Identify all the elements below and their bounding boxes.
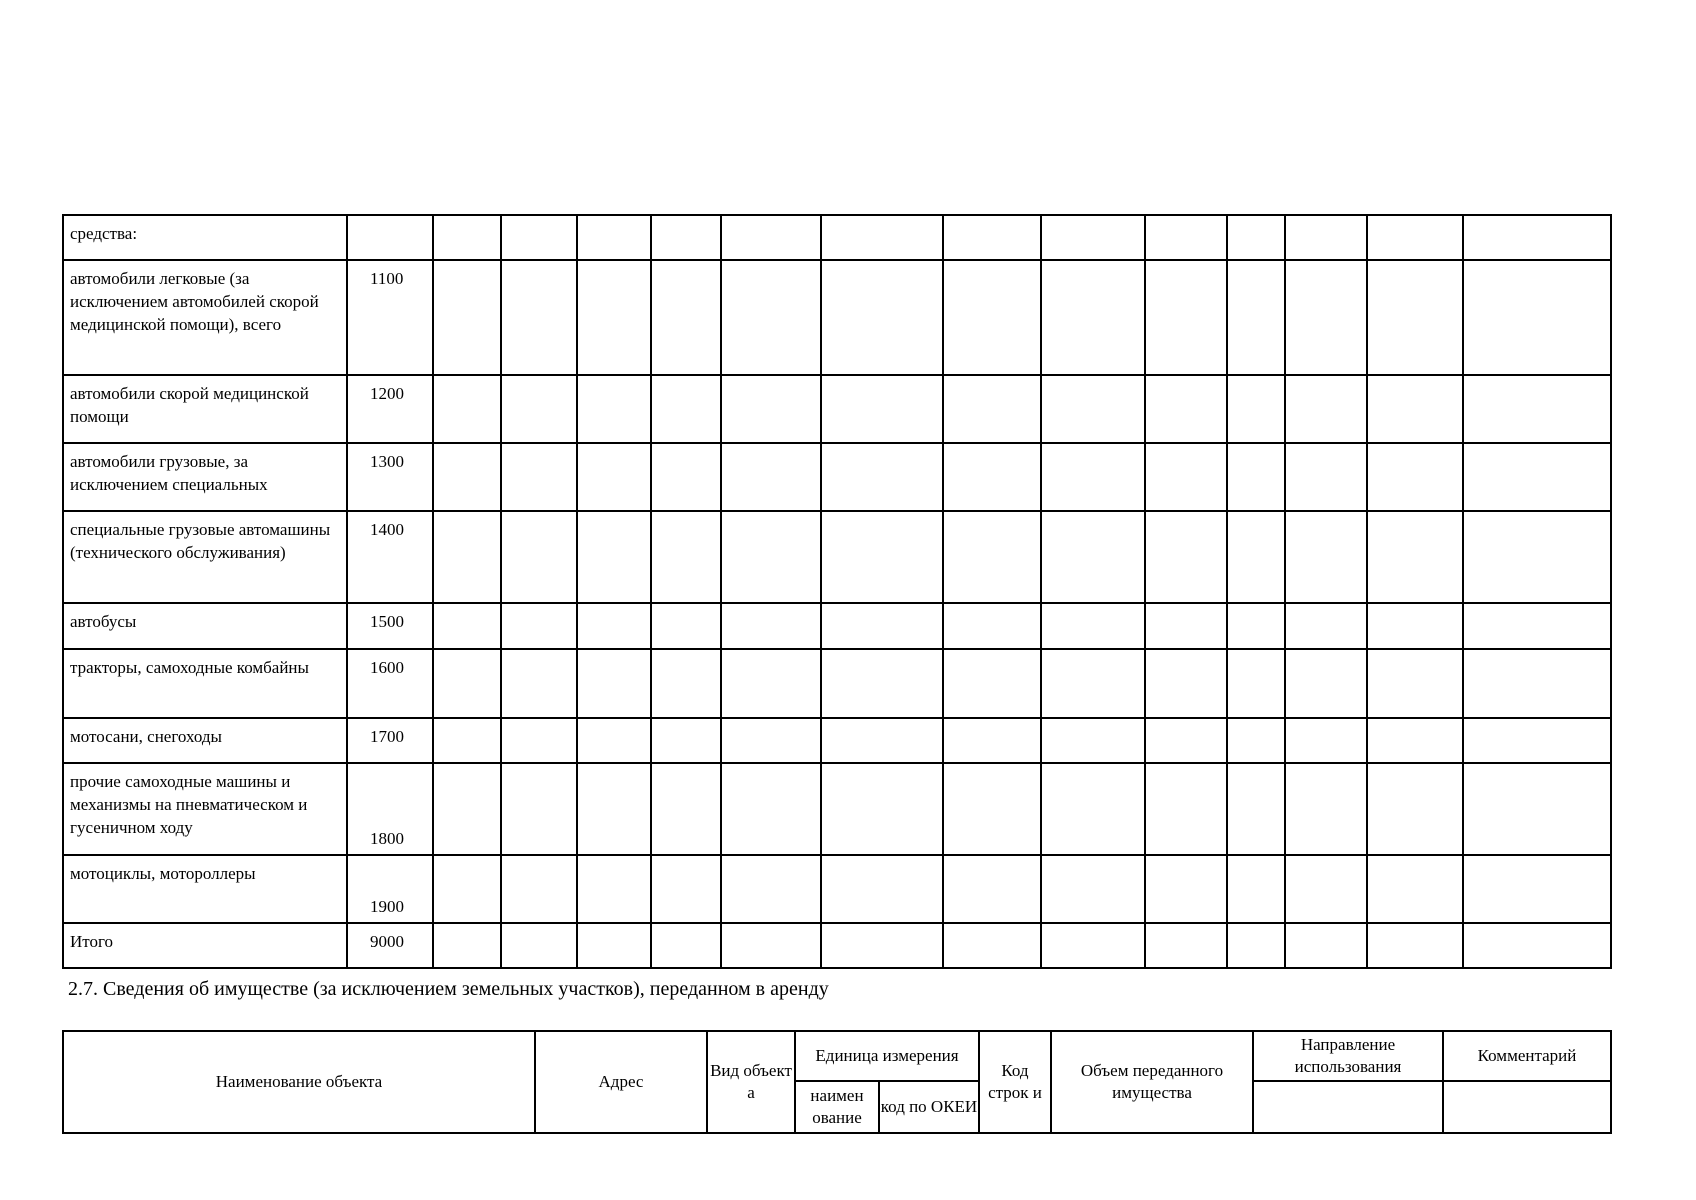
header-unit: Единица измерения — [795, 1031, 979, 1081]
header-volume: Объем переданного имущества — [1051, 1031, 1253, 1133]
row-name: автомобили грузовые, за исключением специальных — [63, 443, 347, 511]
comment-cell — [1443, 1081, 1611, 1133]
row-name: тракторы, самоходные комбайны — [63, 649, 347, 718]
header-address: Адрес — [535, 1031, 707, 1133]
section-heading: 2.7. Сведения об имуществе (за исключением земельных участков), переданном в аренду — [68, 978, 829, 1000]
row-name: прочие самоходные машины и механизмы на пневматическом и гусеничном ходу — [63, 763, 347, 855]
direction-cell — [1253, 1081, 1443, 1133]
table-row-total — [63, 923, 1611, 968]
table-row — [63, 763, 1611, 855]
row-name: мотоциклы, мотороллеры — [63, 855, 347, 923]
vehicles-table — [62, 214, 1612, 969]
row-name: автомобили скорой медицинской помощи — [63, 375, 347, 443]
header-line-code: Код строк и — [979, 1031, 1051, 1133]
table-row — [63, 718, 1611, 763]
row-name: Итого — [63, 923, 347, 968]
table-row — [63, 215, 1611, 260]
row-code: 1800 — [347, 763, 433, 855]
row-code: 1900 — [347, 855, 433, 923]
row-name: средства: — [63, 215, 347, 260]
row-name: мотосани, снегоходы — [63, 718, 347, 763]
row-code: 1100 — [347, 260, 433, 375]
header-object-type: Вид объект а — [707, 1031, 795, 1133]
header-comment: Комментарий — [1443, 1031, 1611, 1081]
header-object-name: Наименование объекта — [63, 1031, 535, 1133]
row-code — [347, 215, 433, 260]
table-row — [63, 375, 1611, 443]
row-code: 9000 — [347, 923, 433, 968]
lease-table — [62, 1030, 1612, 1134]
table-row — [63, 443, 1611, 511]
row-name: специальные грузовые автомашины (технического обслуживания) — [63, 511, 347, 603]
header-unit-okei: код по ОКЕИ — [879, 1081, 979, 1133]
row-code: 1700 — [347, 718, 433, 763]
row-name: автомобили легковые (за исключением автомобилей скорой медицинской помощи), всего — [63, 260, 347, 375]
table-row — [63, 603, 1611, 649]
table-row — [63, 260, 1611, 375]
row-code: 1300 — [347, 443, 433, 511]
row-code: 1400 — [347, 511, 433, 603]
table-row — [63, 855, 1611, 923]
table-row — [63, 511, 1611, 603]
header-unit-name: наимен ование — [795, 1081, 879, 1133]
table-row — [63, 649, 1611, 718]
header-direction: Направление использования — [1253, 1031, 1443, 1081]
row-code: 1600 — [347, 649, 433, 718]
row-code: 1200 — [347, 375, 433, 443]
row-name: автобусы — [63, 603, 347, 649]
row-code: 1500 — [347, 603, 433, 649]
